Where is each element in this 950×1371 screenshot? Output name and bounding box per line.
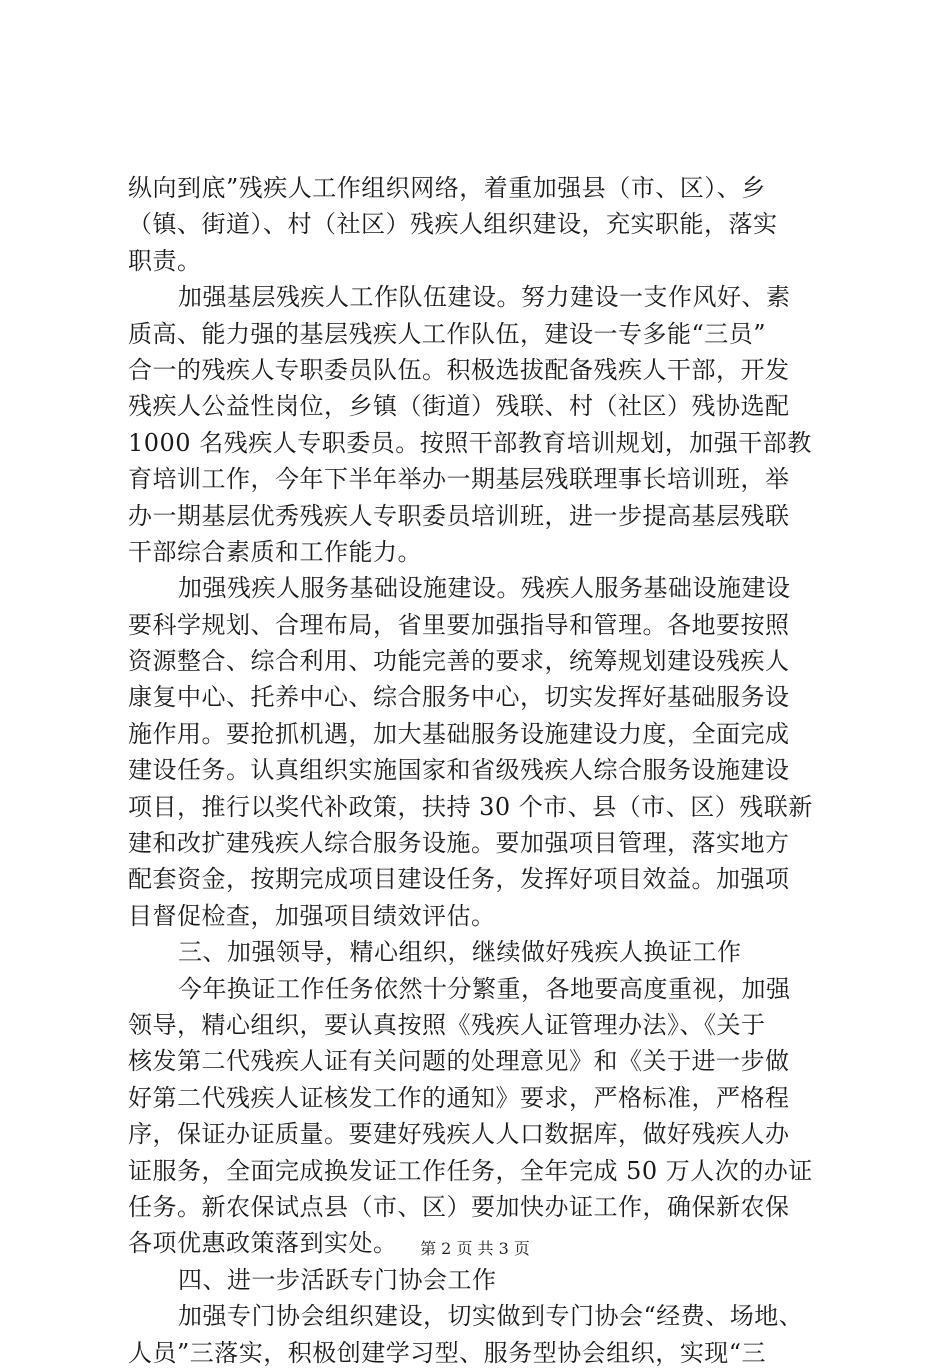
text-line: 各项优惠政策落到实处。 — [128, 1229, 398, 1258]
text-line: 质高、能力强的基层残疾人工作队伍，建设一专多能“三员” — [128, 319, 767, 348]
text-line: 四、进一步活跃专门协会工作 — [178, 1265, 497, 1294]
text-line: 配套资金，按期完成项目建设任务，发挥好项目效益。加强项 — [128, 865, 790, 894]
text-line: 加强残疾人服务基础设施建设。残疾人服务基础设施建设 — [178, 574, 791, 603]
text-line: 资源整合、综合利用、功能完善的要求，统筹规划建设残疾人 — [128, 647, 790, 676]
text-line: 干部综合素质和工作能力。 — [128, 537, 422, 566]
text-line: 育培训工作，今年下半年举办一期基层残联理事长培训班，举 — [128, 465, 790, 494]
text-line: 施作用。要抢抓机遇，加大基础服务设施建设力度，全面完成 — [128, 719, 790, 748]
page-footer: 第 2 页 共 3 页 — [420, 1239, 530, 1258]
text-line: 建和改扩建残疾人综合服务设施。要加强项目管理，落实地方 — [128, 829, 790, 858]
text-line: 三、加强领导，精心组织，继续做好残疾人换证工作 — [178, 938, 742, 967]
text-line: （镇、街道）、村（社区）残疾人组织建设，充实职能，落实 — [128, 210, 778, 239]
text-line: 项目，推行以奖代补政策，扶持 30 个市、县（市、区）残联新 — [128, 792, 813, 821]
text-line: 今年换证工作任务依然十分繁重，各地要高度重视，加强 — [178, 974, 791, 1003]
text-line: 人员”三落实，积极创建学习型、服务型协会组织，实现“三 — [128, 1338, 767, 1367]
text-line: 1000 名残疾人专职委员。按照干部教育培训规划，加强干部教 — [128, 428, 812, 457]
text-line: 纵向到底”残疾人工作组织网络，着重加强县（市、区）、乡 — [128, 174, 766, 202]
text-line: 目督促检查，加强项目绩效评估。 — [128, 901, 496, 930]
text-line: 加强基层残疾人工作队伍建设。努力建设一支作风好、素 — [178, 283, 791, 312]
body-text — [128, 170, 828, 1371]
text-line: 好第二代残疾人证核发工作的通知》要求，严格标准，严格程 — [128, 1083, 790, 1112]
text-line: 残疾人公益性岗位，乡镇（街道）残联、村（社区）残协选配 — [128, 392, 790, 421]
text-line: 办一期基层优秀残疾人专职委员培训班，进一步提高基层残联 — [128, 501, 790, 530]
text-line: 要科学规划、合理布局，省里要加强指导和管理。各地要按照 — [128, 610, 790, 639]
text-line: 序，保证办证质量。要建好残疾人人口数据库，做好残疾人办 — [128, 1120, 790, 1149]
text-line: 合一的残疾人专职委员队伍。积极选拔配备残疾人干部，开发 — [128, 355, 790, 384]
text-line: 加强专门协会组织建设，切实做到专门协会“经费、场地、 — [178, 1302, 804, 1331]
text-line: 建设任务。认真组织实施国家和省级残疾人综合服务设施建设 — [128, 756, 790, 785]
text-line: 职责。 — [128, 246, 202, 275]
text-line: 任务。新农保试点县（市、区）要加快办证工作，确保新农保 — [128, 1192, 790, 1221]
text-line: 康复中心、托养中心、综合服务中心，切实发挥好基础服务设 — [128, 683, 790, 712]
text-line: 领导，精心组织，要认真按照《残疾人证管理办法》、《关于 — [128, 1010, 766, 1039]
text-line: 核发第二代残疾人证有关问题的处理意见》和《关于进一步做 — [128, 1047, 790, 1076]
text-line: 证服务，全面完成换发证工作任务，全年完成 50 万人次的办证 — [128, 1156, 813, 1185]
